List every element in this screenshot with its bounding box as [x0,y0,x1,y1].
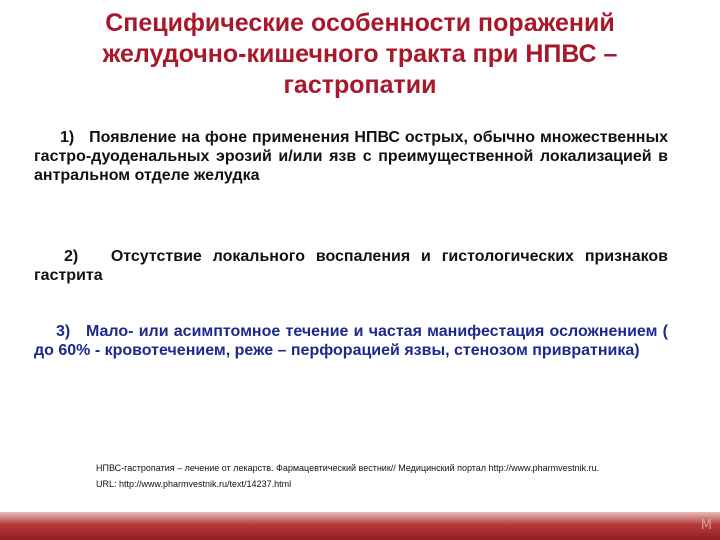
point-1-text: Появление на фоне применения НПВС острых, обычно множественных гастро-дуоденальных эрозий и/или язв с преимущественной локализацией в антральном отделе желудка [34,129,668,184]
footer-bar [0,512,720,540]
reference [96,460,716,492]
point-2 [34,247,668,285]
point-3 [34,322,668,360]
point-3-text: Мало- или асимптомное течение и частая манифестация осложнением ( до 60% - кровотечением, реже – перфорацией язвы, стенозом привратника) [34,323,669,359]
footer-logo: M [700,518,712,533]
reference-line-1: НПВС-гастропатия – лечение от лекарств. Фармацевтический вестник// Медицинский портал http://www.pharmvestnik.ru. [96,463,600,473]
slide-title: Специфические особенности поражений желудочно-кишечного тракта при НПВС – гастропатии [102,9,618,99]
point-1-number: 1) [60,129,90,146]
point-3-number: 3) [56,323,86,340]
point-2-text: Отсутствие локального воспаления и гистологических признаков гастрита [34,248,669,284]
reference-line-2: URL: http://www.pharmvestnik.ru/text/14237.html [96,479,292,489]
point-1 [34,128,668,185]
point-2-number: 2) [64,248,111,265]
